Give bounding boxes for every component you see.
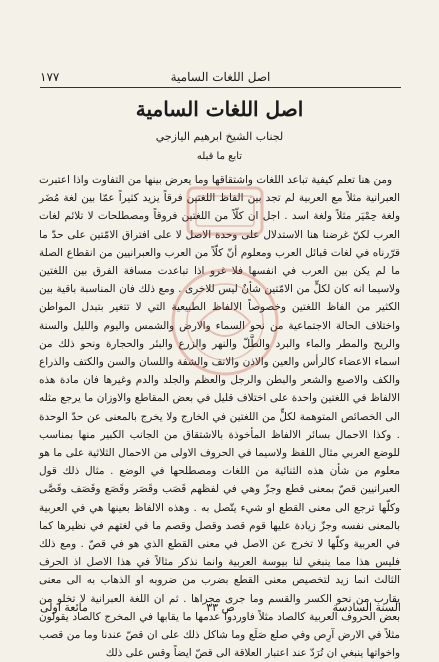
running-header xyxy=(40,70,401,86)
body-paragraph: ومن هنا تعلم كيفية تباعد اللغات واشتقاقها وما يعرض بينها من التفاوت واذا اعتبرت العبرانية مثلاً مع العربية لم تجد بين الفاظ اللغتين فرقاً يزيد كثيراً عمّا بين لغة مُضَر ولغة حِمْيَر مثلاً ولغة اسد . اجل ان كلّاً من اللغتين فروقاً ومصطلحات لا تلائم لغات العرب لكنّ غرضنا هنا الاستدلال على وحدة الاصل لا على افتراق الامّتين على حدّ ما قرّرناه في لغات قبائل العرب ومعلوم أنّ كلّاً من العرب والعبرانيين من انقطاع الصلة ما لم يكن بين العرب في انفسها فلا غرو اذا تباعدت مسافة الفرق بين اللغتين ولاسيما انه كان لكلٍّ من الامّتين شأنٌ ليس للاخرى . ومع ذلك فان المناسبة باقية بين الكثير من الفاظ اللغتين وخصوصاً الالفاظ الطبيعية التي لا تتغير بتبدل المواطن واختلاف الحالة الاجتماعية من نحو السماء والارض والشمس واليوم والليل والسنة والريح والمطر والماء والبرد والطَّلّ والنهر والزرع والبئر والحجارة ونحو ذلك من اسماء الاعضاء كالرأس والعين والاذن والانف والشفة واللسان والسن والكتف والذراع والكف والاصبع والشعر والبطن والرجل والعظم والجلد والدم وغيرها فان مادة هذه الالفاظ في اللغتين واحدة على اختلاف قليل في بعض المقاطع والاوزان ما يرجع مثله الى الخصائص المتوهمة لكلٍّ من اللغتين في الخارج ولا يخرج بالمعنى عن حدّ الوحدة . وكذا الاحمال بسائر الالفاظ المأخوذة بالاشتقاق من الجانب الكبير منها بمناسب للوضع العربي مثال اللفظ ولاسيما في الحروف الاولى من الاحمال الثلاثية على ما هو معلوم من شأن هذه الثنائية من اللغات ومصطلحها في الوضع . مثال ذلك قول العبرانيين قصّ بمعنى قطع وجزّ وهي في لفظهم قَصَب وقَصَر وقَصَع وقَصَف وقَصَّى وكلّها ترجع الى معنى القطع او شيء يتّصل به . وهذه الالفاظ بعينها هي في العربية بالمعنى نفسه وجزّ زيادة عليها قوم قصد وقصل وقصم ما في لغتهم في نظيرها كما في العربية وكلّها لا تخرج عن الاصل في معنى القطع الذي هو في قصّ . ومع ذلك فليس هذا مما ينبغي لنا بيوسة العربية وانما نذكر مثالاً في هذا الاصل اذ الحرف الثالث انما زيد لتخصيص معنى القطع بضرب من ضروبه او الذهاب به الى معنى يقارب من نحو الكسر والقسم وما جرى مجراها . ثم ان اللغة العبرانية لا تخلو من بعض الحروف العربية كالصاد مثلاً فاوردوا عدمها ما يقابها في المخرج كالصاد يقولون مثلاً في الارض آرِص وفي صلع صَلَع وما شاكل ذلك على ان قصّ عندنا وما من قصب واخواتها ينبغي ان تُرَدّ عند اعتبار العلاقة الى قصّ ايضاً وقس على ذلك xyxy=(39,174,400,660)
footer-edition: مائعة اولى xyxy=(40,601,88,614)
article-author: لجناب الشيخ ابرهيم اليازجي xyxy=(155,130,284,143)
running-title: اصل اللغات السامية xyxy=(170,70,271,84)
article-title: اصل اللغات السامية xyxy=(135,97,304,121)
page-number: ١٧٧ xyxy=(40,70,60,84)
footer-page-ref: ص ٣٣ xyxy=(206,601,235,614)
header-rule xyxy=(40,87,401,88)
continued-note: تابع ما قبله xyxy=(196,151,243,162)
footer-year: السنة السادسة xyxy=(332,601,401,614)
footer-rule xyxy=(40,569,401,570)
page-footer xyxy=(40,601,401,617)
